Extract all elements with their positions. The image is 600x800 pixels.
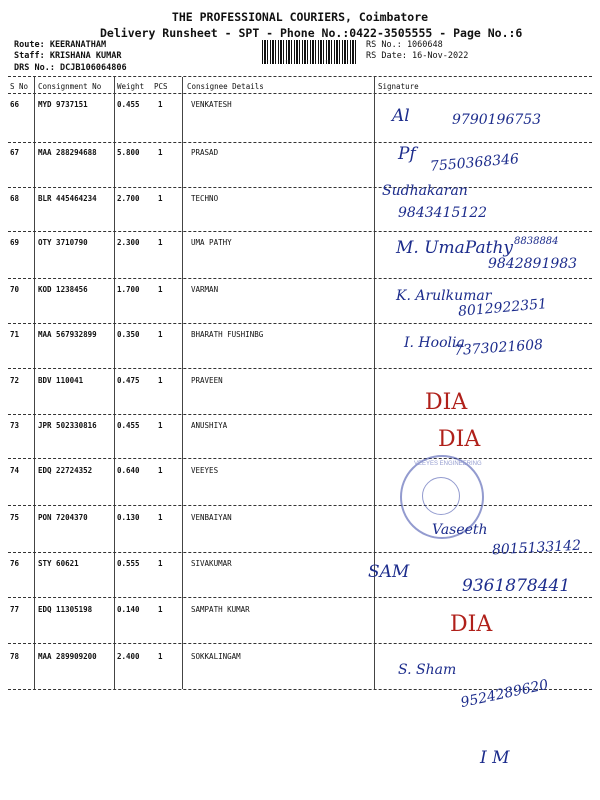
row-weight: 0.455 — [117, 100, 140, 109]
dia-mark-72: DIA — [425, 390, 468, 415]
row-weight: 0.130 — [117, 513, 140, 522]
row-consignee: BHARATH FUSHINBG — [191, 330, 264, 339]
row-consignee: PRASAD — [191, 148, 219, 157]
signature-66: Al — [392, 106, 410, 126]
phone-70: 8012922351 — [457, 296, 548, 320]
row-sno: 67 — [10, 148, 20, 157]
phone-78: 9524289620 — [459, 676, 550, 712]
row-weight: 2.300 — [117, 238, 140, 247]
phone-69: 9842891983 — [488, 256, 578, 272]
row-weight: 0.140 — [117, 605, 140, 614]
row-pcs: 1 — [158, 100, 163, 109]
phone-76: 9361878441 — [462, 576, 571, 596]
row-sno: 78 — [10, 652, 20, 661]
row-pcs: 1 — [158, 652, 163, 661]
row-consignment: OTY 3710790 — [38, 238, 88, 247]
row-weight: 0.455 — [117, 421, 140, 430]
rs-number: RS No.: 1060648 — [366, 40, 443, 50]
phone-68: 9843415122 — [398, 205, 488, 221]
row-pcs: 1 — [158, 376, 163, 385]
stamp-text: VEEYES ENGINEERING — [414, 461, 482, 467]
row-consignment: EDQ 11305198 — [38, 605, 93, 614]
phone-71: 7373021608 — [453, 336, 544, 360]
runsheet-title: THE PROFESSIONAL COURIERS, Coimbatore — [171, 10, 429, 24]
signature-76: SAM — [368, 562, 410, 582]
row-sno: 70 — [10, 285, 20, 294]
col-consignee: Consignee Details — [187, 82, 264, 91]
staff-label: Staff: KRISHANA KUMAR — [14, 51, 122, 61]
row-weight: 5.800 — [117, 148, 140, 157]
row-rule — [8, 368, 592, 369]
row-rule — [8, 458, 592, 459]
row-pcs: 1 — [158, 285, 163, 294]
row-consignee: UMA PATHY — [191, 238, 232, 247]
dia-mark-77: DIA — [450, 612, 493, 637]
row-rule — [8, 187, 592, 188]
row-pcs: 1 — [158, 513, 163, 522]
signature-78: S. Sham — [398, 662, 457, 678]
col-signature: Signature — [378, 82, 419, 91]
row-sno: 68 — [10, 194, 20, 203]
row-consignee: VARMAN — [191, 285, 219, 294]
row-weight: 2.400 — [117, 652, 140, 661]
row-sno: 72 — [10, 376, 20, 385]
route-label: Route: KEERANATHAM — [14, 40, 107, 50]
row-weight: 0.350 — [117, 330, 140, 339]
row-rule — [8, 414, 592, 415]
row-sno: 69 — [10, 238, 20, 247]
signature-69: M. UmaPathy — [396, 238, 513, 258]
runsheet-subtitle: Delivery Runsheet - SPT - Phone No.:0422-3505555 - Page No.:6 — [100, 26, 523, 40]
row-consignment: KOD 1238456 — [38, 285, 88, 294]
row-weight: 0.475 — [117, 376, 140, 385]
row-rule — [8, 323, 592, 324]
col-consignment: Consignment No — [38, 82, 102, 91]
row-pcs: 1 — [158, 148, 163, 157]
row-weight: 2.700 — [117, 194, 140, 203]
signature-67: Pf — [398, 144, 416, 164]
row-pcs: 1 — [158, 194, 163, 203]
row-consignment: MAA 289909200 — [38, 652, 97, 661]
row-pcs: 1 — [158, 421, 163, 430]
row-consignment: EDQ 22724352 — [38, 466, 93, 475]
dia-mark-73: DIA — [438, 427, 481, 452]
row-consignee: VENKATESH — [191, 100, 232, 109]
signature-68: Sudhakaran — [382, 183, 468, 199]
row-pcs: 1 — [158, 330, 163, 339]
col-weight: Weight — [117, 82, 145, 91]
row-rule — [8, 597, 592, 598]
row-consignee: SOKKALINGAM — [191, 652, 241, 661]
signature-71: I. Hoolia — [404, 335, 465, 351]
row-consignment: PON 7204370 — [38, 513, 88, 522]
phone-67: 7550368346 — [429, 151, 520, 175]
row-sno: 71 — [10, 330, 20, 339]
row-weight: 0.640 — [117, 466, 140, 475]
row-pcs: 1 — [158, 605, 163, 614]
drs-number: DRS No.: DCJB106064806 — [14, 63, 127, 73]
row-consignment: JPR 502330816 — [38, 421, 97, 430]
row-weight: 0.555 — [117, 559, 140, 568]
row-consignee: SIVAKUMAR — [191, 559, 232, 568]
row-weight: 1.700 — [117, 285, 140, 294]
signature-70: K. Arulkumar — [396, 288, 492, 304]
phone-66: 9790196753 — [452, 112, 542, 128]
barcode — [262, 40, 357, 64]
row-pcs: 1 — [158, 559, 163, 568]
row-consignee: TECHNO — [191, 194, 219, 203]
row-sno: 74 — [10, 466, 20, 475]
row-consignee: PRAVEEN — [191, 376, 223, 385]
signature-75: Vaseeth — [432, 522, 488, 538]
row-consignee: ANUSHIYA — [191, 421, 228, 430]
row-pcs: 1 — [158, 466, 163, 475]
table-top-rule — [8, 76, 592, 77]
row-sno: 66 — [10, 100, 20, 109]
table-header-rule — [8, 93, 592, 94]
col-pcs: PCS — [154, 82, 168, 91]
row-rule — [8, 278, 592, 279]
row-sno: 77 — [10, 605, 20, 614]
row-sno: 76 — [10, 559, 20, 568]
row-pcs: 1 — [158, 238, 163, 247]
row-sno: 73 — [10, 421, 20, 430]
row-consignment: MAA 288294688 — [38, 148, 97, 157]
row-rule — [8, 231, 592, 232]
row-consignment: STY 60621 — [38, 559, 79, 568]
rs-date: RS Date: 16-Nov-2022 — [366, 51, 469, 61]
row-consignment: BLR 445464234 — [38, 194, 97, 203]
row-consignee: VEEYES — [191, 466, 219, 475]
row-consignment: MAA 567932899 — [38, 330, 97, 339]
phone-69b: 8838884 — [514, 236, 559, 247]
col-sno: S No — [10, 82, 29, 91]
row-sno: 75 — [10, 513, 20, 522]
row-rule — [8, 643, 592, 644]
row-consignment: MYD 9737151 — [38, 100, 88, 109]
row-consignee: VENBAIYAN — [191, 513, 232, 522]
row-rule — [8, 142, 592, 143]
stamp-inner-ring — [422, 477, 460, 515]
row-consignee: SAMPATH KUMAR — [191, 605, 250, 614]
row-rule — [8, 505, 592, 506]
row-consignment: BDV 110041 — [38, 376, 84, 385]
footer-mark: I M — [480, 748, 510, 768]
phone-75: 8015133142 — [491, 537, 582, 559]
